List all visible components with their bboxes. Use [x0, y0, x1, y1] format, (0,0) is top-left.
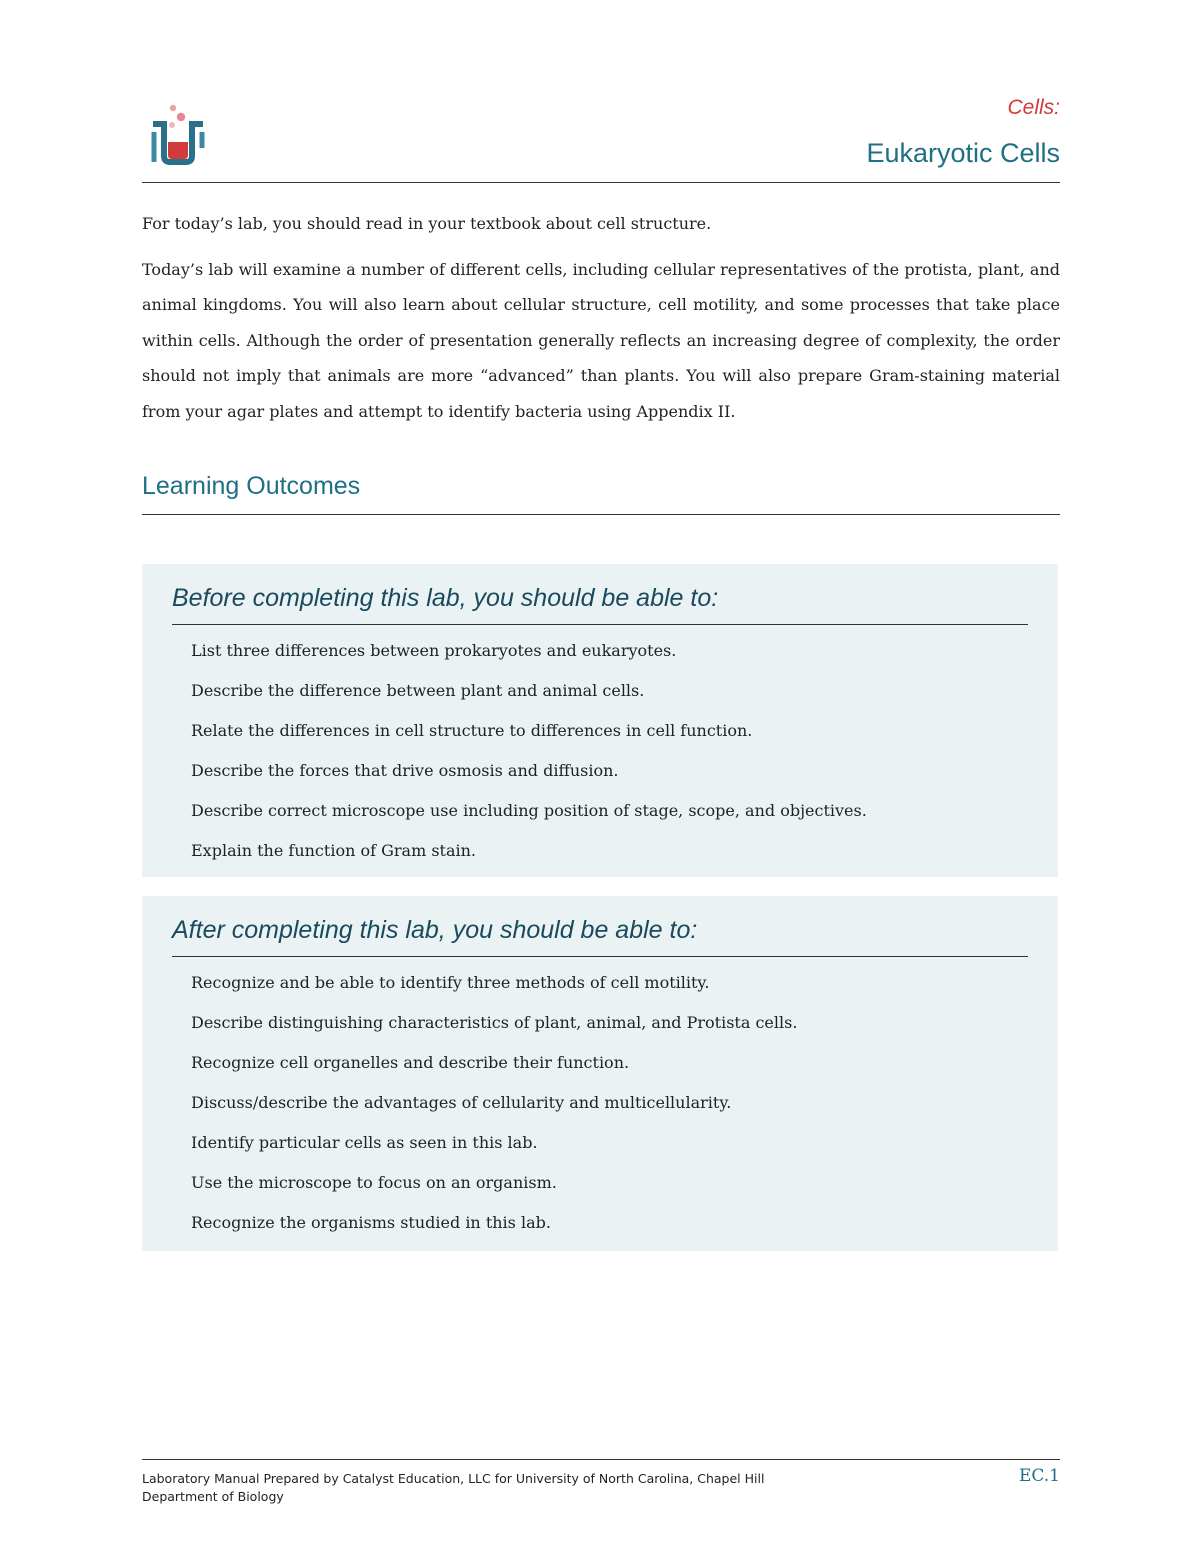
list-item: Describe correct microscope use including position of stage, scope, and objectives. [191, 801, 867, 820]
chapter-label: Cells: [1007, 96, 1060, 119]
list-item: Recognize the organisms studied in this lab. [191, 1213, 551, 1232]
page-number: EC.1 [1018, 1466, 1060, 1486]
list-item: Use the microscope to focus on an organism. [191, 1173, 557, 1192]
after-lab-title: After completing this lab, you should be able to: [172, 916, 1028, 957]
before-lab-title: Before completing this lab, you should be able to: [172, 584, 1028, 625]
intro-text [142, 206, 1060, 439]
list-item: Discuss/describe the advantages of cellularity and multicellularity. [191, 1093, 732, 1112]
intro-paragraph: Today’s lab will examine a number of different cells, including cellular representatives of the protista, plant, and animal kingdoms. You will also learn about cellular structure, cell motility, and some processes that take place within cells. Although the order of presentation generally reflects an increasing degree of complexity, the order should not imply that animals are more “advanced” than plants. You will also prepare Gram-staining material from your agar plates and attempt to identify bacteria using Appendix II. [142, 259, 1060, 421]
footer-line: Department of Biology [142, 1489, 284, 1504]
after-lab-list [191, 968, 797, 1248]
footer-credit [142, 1470, 862, 1506]
list-item: Recognize and be able to identify three methods of cell motility. [191, 973, 710, 992]
before-lab-box [142, 564, 1058, 877]
page-header [142, 90, 1060, 183]
list-item: Recognize cell organelles and describe their function. [191, 1053, 630, 1072]
intro-paragraph: For today’s lab, you should read in your textbook about cell structure. [142, 214, 712, 233]
list-item: Describe the difference between plant and animal cells. [191, 681, 645, 700]
list-item: Identify particular cells as seen in this lab. [191, 1133, 538, 1152]
footer-line: Laboratory Manual Prepared by Catalyst Education, LLC for University of North Carolina, Chapel Hill [142, 1471, 765, 1486]
list-item: List three differences between prokaryotes and eukaryotes. [191, 641, 677, 660]
list-item: Describe the forces that drive osmosis and diffusion. [191, 761, 619, 780]
page-title: Eukaryotic Cells [866, 138, 1060, 168]
flask-logo-icon [146, 102, 210, 170]
after-lab-box [142, 896, 1058, 1251]
list-item: Describe distinguishing characteristics of plant, animal, and Protista cells. [191, 1013, 798, 1032]
page-footer [142, 1459, 1060, 1504]
list-item: Explain the function of Gram stain. [191, 841, 477, 860]
section-heading-learning-outcomes: Learning Outcomes [142, 472, 1060, 515]
list-item: Relate the differences in cell structure to differences in cell function. [191, 721, 753, 740]
before-lab-list [191, 636, 867, 876]
